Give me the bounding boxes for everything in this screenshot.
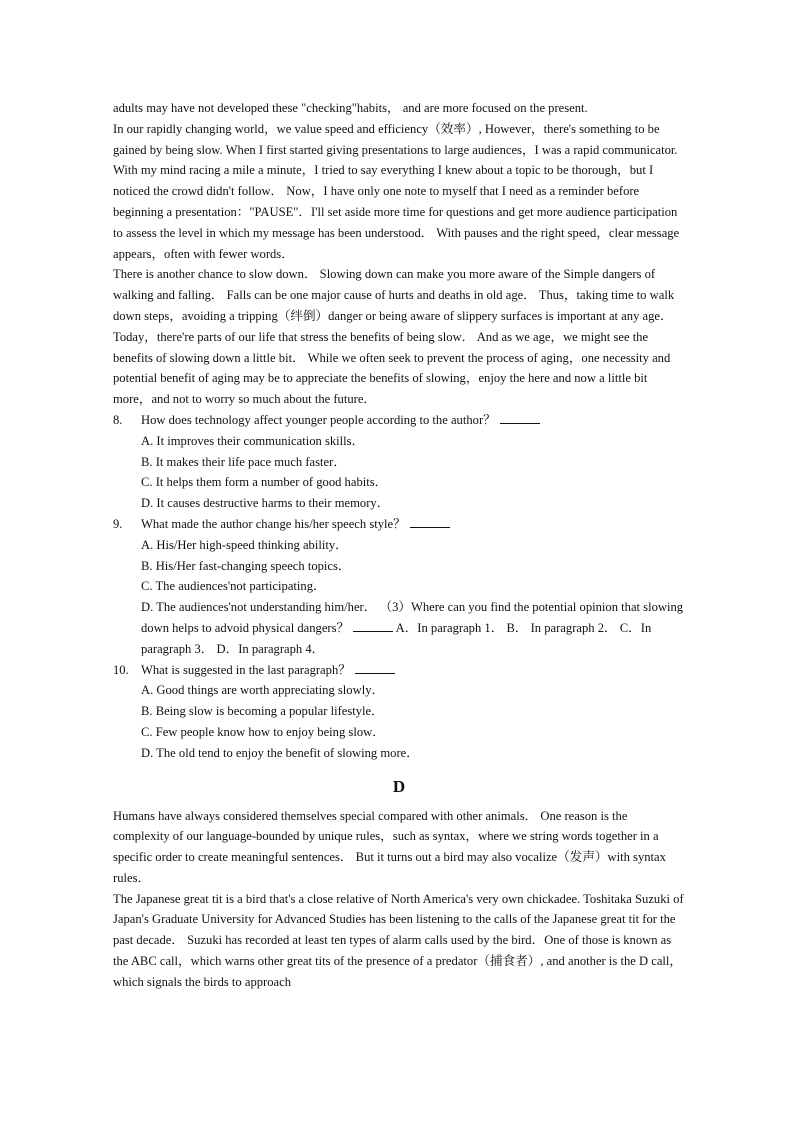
embedded-question: （3）Where can you find the potential opinion that slowing down helps to advoid physical dangers？: [141, 600, 684, 635]
option: D. The audiences'not understanding him/her．: [141, 600, 377, 615]
option: A. Good things are worth appreciating slowly．: [141, 683, 385, 698]
answer-blank: [410, 515, 450, 528]
option: B. Being slow is becoming a popular lifestyle．: [141, 704, 384, 719]
answer-blank: [500, 411, 540, 424]
option: D. It causes destructive harms to their memory．: [141, 496, 390, 511]
section-title: D: [392, 776, 406, 796]
question-number: 10.: [113, 662, 129, 677]
paragraph: adults may have not developed these "checking"habits， and are more focused on the present.: [113, 101, 588, 115]
question-10: [113, 660, 685, 681]
option: C. It helps them form a number of good habits．: [141, 475, 388, 490]
option: B. His/Her fast-changing speech topics．: [141, 558, 351, 573]
question-9: [113, 514, 685, 535]
embedded-answers: A．In paragraph 1． B． In paragraph 2． C．In paragraph 3． D．In paragraph 4．: [141, 620, 652, 656]
question-text: What is suggested in the last paragraph？: [141, 662, 351, 677]
question-number: 8.: [113, 412, 123, 427]
option: A. It improves their communication skills．: [141, 433, 365, 448]
question-text: What made the author change his/her speech style？: [141, 516, 406, 531]
paragraph: In our rapidly changing world，we value speed and efficiency（效率）, However，there's something to be gained by being slow. When I first started giving presentations to large audiences，I was a rapid communicator. With my mind racing a mile a minute，I tried to say everything I knew about a topic to be thorough，but I noticed the crowd didn't follow． Now，I have only one note to myself that I need as a reminder before beginning a presentation："PAUSE"．I'll set aside more time for questions and get more audience participation to assess the level in which my message has been understood． With pauses and the right speed，clear message appears，often with fewer words．: [113, 121, 680, 261]
option: A. His/Her high-speed thinking ability．: [141, 537, 348, 552]
document-body: [113, 98, 685, 993]
question-text: How does technology affect younger people according to the author？: [141, 412, 496, 427]
paragraph: Today，there're parts of our life that stress the benefits of being slow． And as we age，we might see the benefits of slowing down a little bit． While we often seek to prevent the process of aging，one necessity and potential benefit of aging may be to appreciate the benefits of slowing，enjoy the here and now a little bit more，and not to worry so much about the future．: [113, 329, 671, 407]
question-number: 9.: [113, 516, 123, 531]
option-d-merged: [113, 597, 685, 659]
paragraph: There is another chance to slow down． Slowing down can make you more aware of the Simple dangers of walking and falling． Falls can be one major cause of hurts and deaths in old age． Thus，taking time to walk down steps，avoiding a tripping（绊倒）danger or being aware of slippery surfaces is important at any age．: [113, 267, 675, 323]
option: B. It makes their life pace much faster．: [141, 454, 346, 469]
question-8: [113, 410, 685, 431]
answer-blank: [355, 661, 395, 674]
paragraph: Humans have always considered themselves special compared with other animals． One reason is the complexity of our language-bounded by unique rules，such as syntax，where we string words together in a specific order to create meaningful sentences． But it turns out a bird may also vocalize（发声）with syntax rules．: [113, 808, 666, 885]
option: C. Few people know how to enjoy being slow．: [141, 724, 385, 739]
option: D. The old tend to enjoy the benefit of slowing more．: [141, 745, 419, 760]
option: C. The audiences'not participating．: [141, 579, 326, 594]
paragraph: The Japanese great tit is a bird that's a close relative of North America's very own chickadee. Toshitaka Suzuki of Japan's Graduate University for Advanced Studies has been listening to the calls of the Japanese great tit for the past decade． Suzuki has recorded at least ten types of alarm calls used by the bird．One of those is known as the ABC call，which warns other great tits of the presence of a predator（捕食者）, and another is the D call，which signals the birds to approach: [113, 891, 684, 989]
answer-blank: [353, 619, 393, 632]
